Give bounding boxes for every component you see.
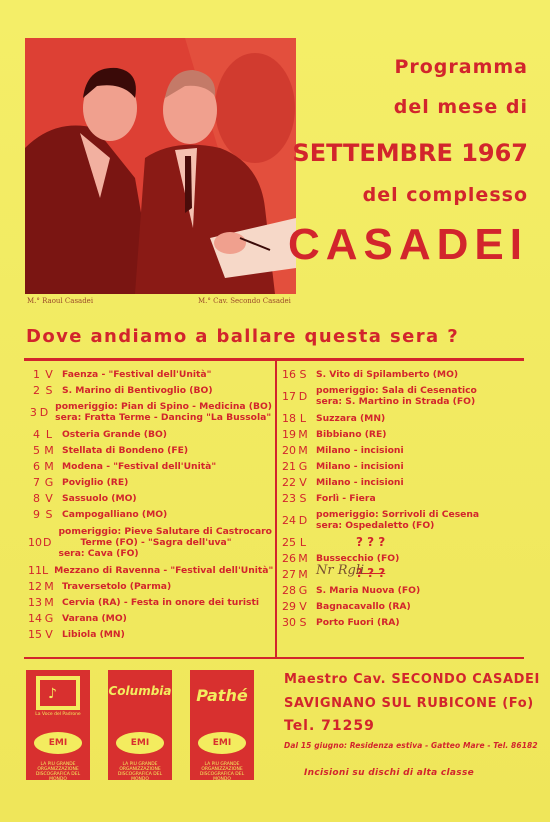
emi-tagline: LA PIU GRANDE ORGANIZZAZIONE DISCOGRAFICA DEL MONDO xyxy=(117,762,163,782)
day-number: 22 xyxy=(282,475,296,489)
venue: Milano - incisioni xyxy=(316,476,404,488)
schedule-row xyxy=(282,598,526,614)
schedule-row xyxy=(28,490,272,506)
day-number: 23 xyxy=(282,491,296,505)
venue: Faenza - "Festival dell'Unità" xyxy=(62,368,212,380)
schedule-row xyxy=(282,366,526,382)
weekday-letter: G xyxy=(44,475,54,489)
schedule-row xyxy=(28,610,272,626)
schedule-row xyxy=(28,626,272,642)
schedule-row xyxy=(28,522,272,562)
contact-phone: Tel. 71259 xyxy=(284,718,375,734)
day-number: 2 xyxy=(33,383,40,397)
weekday-letter: M xyxy=(44,579,54,593)
day-number: 26 xyxy=(282,551,296,565)
day-number: 20 xyxy=(282,443,296,457)
schedule-row xyxy=(282,563,526,582)
venue: pomeriggio: Pian di Spino - Medicina (BO) xyxy=(55,401,272,412)
weekday-letter: S xyxy=(45,507,53,521)
venue: Porto Fuori (RA) xyxy=(316,616,400,628)
weekday-letter: M xyxy=(298,427,308,441)
schedule-left-column xyxy=(28,366,272,642)
day-number: 1 xyxy=(33,367,40,381)
weekday-letter: V xyxy=(299,475,307,489)
schedule-row xyxy=(28,594,272,610)
columbia-brand: Columbia xyxy=(108,684,172,698)
day-number: 18 xyxy=(282,411,296,425)
casadei-photo xyxy=(25,38,296,294)
weekday-letter: V xyxy=(299,599,307,613)
schedule-row xyxy=(282,474,526,490)
emi-badge: EMI xyxy=(198,732,246,754)
title-casadei: CASADEI xyxy=(287,220,528,269)
venue: pomeriggio: Pieve Salutare di Castrocaro xyxy=(58,525,272,537)
schedule-row xyxy=(282,410,526,426)
weekday-letter: S xyxy=(299,615,307,629)
headline: Dove andiamo a ballare questa sera ? xyxy=(26,326,460,347)
weekday-letter: S xyxy=(45,383,53,397)
weekday-letter: D xyxy=(39,405,49,419)
venue: Bagnacavallo (RA) xyxy=(316,600,411,612)
weekday-letter: M xyxy=(298,551,308,565)
venue: Libiola (MN) xyxy=(62,628,125,640)
day-number: 3 xyxy=(29,405,37,419)
weekday-letter: D xyxy=(298,513,308,527)
top-divider xyxy=(24,358,524,361)
emi-tagline: LA PIU GRANDE ORGANIZZAZIONE DISCOGRAFICA DEL MONDO xyxy=(199,762,245,782)
contact-name: Maestro Cav. SECONDO CASADEI xyxy=(284,672,540,687)
weekday-letter: V xyxy=(45,491,53,505)
venue: Suzzara (MN) xyxy=(316,412,386,424)
schedule-row xyxy=(28,474,272,490)
day-number: 25 xyxy=(282,535,296,549)
day-number: 27 xyxy=(282,567,296,581)
weekday-letter: M xyxy=(44,443,54,457)
weekday-letter: L xyxy=(299,411,307,425)
title-del-complesso: del complesso xyxy=(362,184,528,206)
day-number: 17 xyxy=(282,389,296,403)
day-number: 9 xyxy=(33,507,40,521)
day-number: 7 xyxy=(33,475,40,489)
schedule-row xyxy=(28,426,272,442)
venue: Modena - "Festival dell'Unità" xyxy=(62,460,217,472)
venue-evening: sera: Ospedaletto (FO) xyxy=(316,520,435,531)
day-number: 21 xyxy=(282,459,296,473)
venue: Sassuolo (MO) xyxy=(62,492,137,504)
weekday-letter: D xyxy=(298,389,308,403)
title-month: SETTEMBRE 1967 xyxy=(292,139,528,167)
schedule-row xyxy=(282,442,526,458)
schedule-row xyxy=(28,366,272,382)
venue-cont: Terme (FO) - "Sagra dell'uva" xyxy=(80,536,232,548)
venue: Mezzano di Ravenna - "Festival dell'Unità" xyxy=(54,564,274,576)
day-number: 11 xyxy=(28,563,42,577)
weekday-letter: L xyxy=(45,427,53,441)
venue: Milano - incisioni xyxy=(316,460,404,472)
venue: S. Vito di Spilamberto (MO) xyxy=(316,368,459,380)
emi-badge: EMI xyxy=(34,732,82,754)
column-divider xyxy=(275,361,277,657)
summer-residence: Dal 15 giugno: Residenza estiva - Gatteo Mare - Tel. 86182 xyxy=(284,741,538,750)
title-programma: Programma xyxy=(394,56,528,78)
weekday-letter: L xyxy=(42,563,49,577)
venue-evening: sera: Fratta Terme - Dancing "La Bussola" xyxy=(55,412,272,423)
venue: S. Marino di Bentivoglio (BO) xyxy=(62,384,213,396)
title-del-mese: del mese di xyxy=(393,96,528,118)
pathe-logo xyxy=(190,670,254,780)
day-number: 29 xyxy=(282,599,296,613)
schedule-row xyxy=(28,458,272,474)
venue: Campogalliano (MO) xyxy=(62,508,168,520)
venue: Cervia (RA) - Festa in onore dei turisti xyxy=(62,596,260,608)
schedule-row xyxy=(28,398,272,426)
weekday-letter: V xyxy=(45,627,53,641)
schedule-row xyxy=(282,534,526,550)
bottom-divider xyxy=(24,657,524,659)
recordings-tagline: Incisioni su dischi di alta classe xyxy=(304,768,475,778)
schedule-row xyxy=(282,490,526,506)
schedule-row xyxy=(282,458,526,474)
day-number: 10 xyxy=(28,535,42,549)
venue: Varana (MO) xyxy=(62,612,127,624)
photo-caption-left: M.° Raoul Casadei xyxy=(27,297,94,305)
day-number: 30 xyxy=(282,615,296,629)
columbia-logo xyxy=(108,670,172,780)
weekday-letter: L xyxy=(299,535,307,549)
handwritten-note: Nr Rgli xyxy=(316,563,365,578)
schedule-row xyxy=(28,442,272,458)
weekday-letter: M xyxy=(44,459,54,473)
weekday-letter: S xyxy=(299,367,307,381)
schedule-row xyxy=(28,506,272,522)
weekday-letter: M xyxy=(298,567,308,581)
emi-badge: EMI xyxy=(116,732,164,754)
weekday-letter: M xyxy=(44,595,54,609)
venue: Forlì - Fiera xyxy=(316,492,376,504)
venue: pomeriggio: Sorrivoli di Cesena xyxy=(316,509,480,520)
venue: pomeriggio: Sala di Cesenatico xyxy=(316,385,477,396)
day-number: 19 xyxy=(282,427,296,441)
weekday-letter: D xyxy=(43,535,52,549)
day-number: 24 xyxy=(282,513,296,527)
weekday-letter: G xyxy=(44,611,54,625)
schedule-row xyxy=(28,382,272,398)
schedule-row xyxy=(282,426,526,442)
day-number: 14 xyxy=(28,611,42,625)
weekday-letter: G xyxy=(298,459,308,473)
day-number: 4 xyxy=(33,427,40,441)
pathe-brand: Pathé xyxy=(196,686,248,705)
day-number: 15 xyxy=(28,627,42,641)
schedule-right-column xyxy=(282,366,526,630)
schedule-row xyxy=(282,614,526,630)
day-number: 8 xyxy=(33,491,40,505)
day-number: 6 xyxy=(33,459,40,473)
venue: Traversetolo (Parma) xyxy=(62,580,172,592)
schedule-row xyxy=(28,578,272,594)
gramophone-icon: ♪ xyxy=(48,686,57,702)
hmv-logo xyxy=(26,670,90,780)
venue: Poviglio (RE) xyxy=(62,476,129,488)
weekday-letter: G xyxy=(298,583,308,597)
schedule-row xyxy=(282,382,526,410)
venue: Stellata di Bondeno (FE) xyxy=(62,444,189,456)
venue: Bussecchio (FO) xyxy=(316,552,400,564)
contact-town: SAVIGNANO SUL RUBICONE (Fo) xyxy=(284,696,534,711)
venue: ? ? ? xyxy=(356,566,386,580)
schedule-row xyxy=(282,506,526,534)
venue-evening: sera: S. Martino in Strada (FO) xyxy=(316,396,476,407)
day-number: 28 xyxy=(282,583,296,597)
venue: Milano - incisioni xyxy=(316,444,404,456)
weekday-letter: S xyxy=(299,491,307,505)
photo-caption-right: M.° Cav. Secondo Casadei xyxy=(198,297,291,305)
emi-tagline: LA PIU GRANDE ORGANIZZAZIONE DISCOGRAFICA DEL MONDO xyxy=(35,762,81,782)
venue: S. Maria Nuova (FO) xyxy=(316,584,421,596)
weekday-letter: M xyxy=(298,443,308,457)
day-number: 16 xyxy=(282,367,296,381)
day-number: 13 xyxy=(28,595,42,609)
venue: Bibbiano (RE) xyxy=(316,428,387,440)
venue: Osteria Grande (BO) xyxy=(62,428,168,440)
hmv-brand: La Voce del Padrone xyxy=(35,712,81,717)
day-number: 5 xyxy=(33,443,40,457)
venue: ? ? ? xyxy=(356,534,386,549)
venue-evening: sera: Cava (FO) xyxy=(58,547,139,559)
schedule-row xyxy=(282,582,526,598)
day-number: 12 xyxy=(28,579,42,593)
schedule-row xyxy=(28,562,272,578)
weekday-letter: V xyxy=(45,367,53,381)
